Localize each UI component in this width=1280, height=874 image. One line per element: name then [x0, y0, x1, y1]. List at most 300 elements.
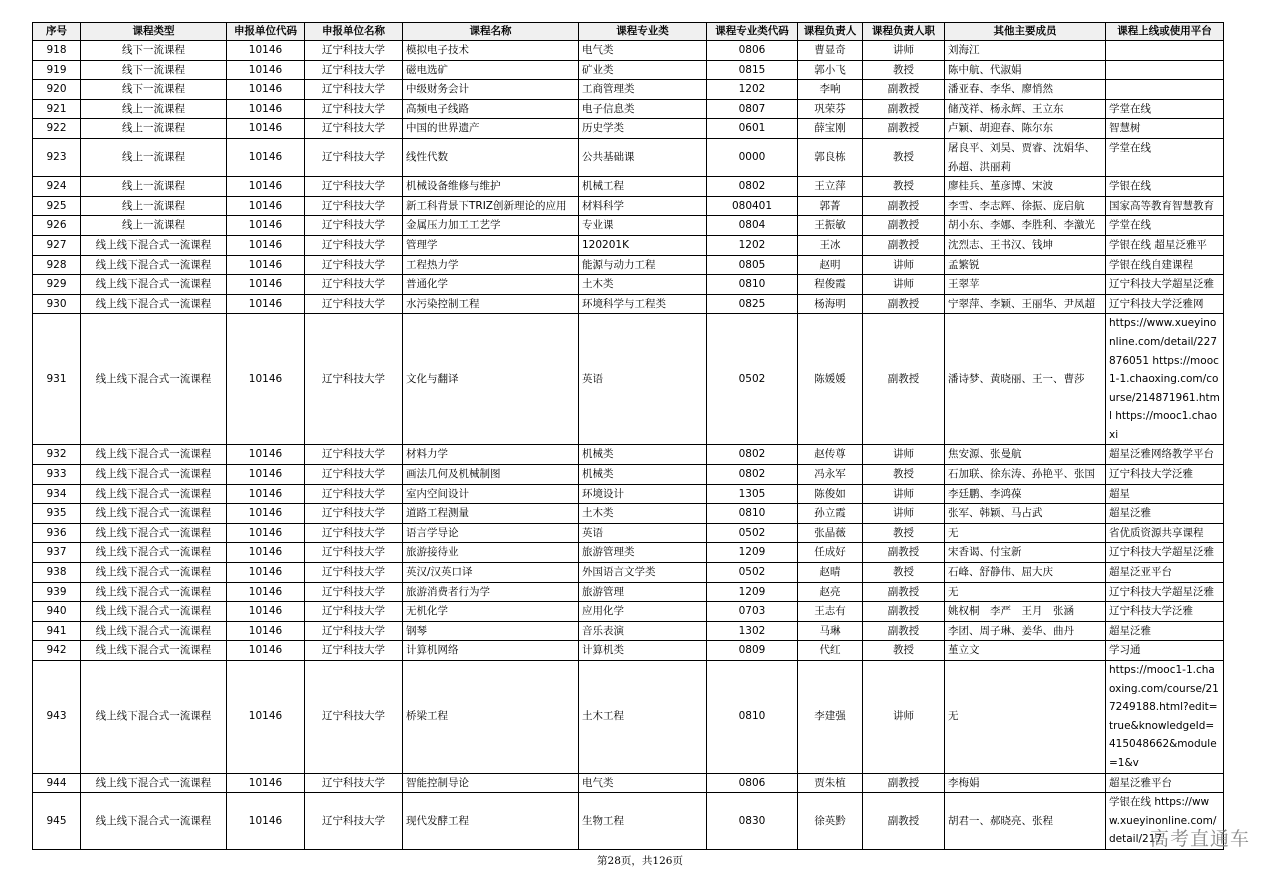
lead-title-cell: 副教授 — [863, 793, 945, 850]
course-lead-cell: 孙立霞 — [798, 504, 863, 524]
table-row — [33, 60, 1224, 80]
header-row — [33, 23, 1224, 41]
course-lead-cell: 郭良栋 — [798, 138, 863, 176]
course-name-cell: 材料力学 — [403, 445, 579, 465]
lead-title-cell: 讲师 — [863, 661, 945, 774]
unit-name-cell: 辽宁科技大学 — [305, 275, 403, 295]
row-number-cell: 940 — [33, 602, 81, 622]
major-code-cell: 0802 — [707, 465, 798, 485]
platform-cell — [1106, 41, 1224, 61]
header-cell: 课程负责人职 — [863, 23, 945, 41]
header-cell: 课程名称 — [403, 23, 579, 41]
table-row — [33, 563, 1224, 583]
unit-name-cell: 辽宁科技大学 — [305, 465, 403, 485]
unit-code-cell: 10146 — [227, 543, 305, 563]
platform-cell: 超星 — [1106, 484, 1224, 504]
table-row — [33, 216, 1224, 236]
course-type-cell: 线上一流课程 — [81, 119, 227, 139]
unit-code-cell: 10146 — [227, 60, 305, 80]
platform-cell: 学习通 — [1106, 641, 1224, 661]
major-category-cell: 英语 — [579, 314, 707, 445]
unit-code-cell: 10146 — [227, 793, 305, 850]
header-cell: 申报单位名称 — [305, 23, 403, 41]
platform-cell: 学银在线自建课程 — [1106, 255, 1224, 275]
course-lead-cell: 陈俊如 — [798, 484, 863, 504]
course-lead-cell: 曹显奇 — [798, 41, 863, 61]
other-members-cell: 石峰、舒静伟、屈大庆 — [945, 563, 1106, 583]
row-number-cell: 926 — [33, 216, 81, 236]
unit-code-cell: 10146 — [227, 41, 305, 61]
header-cell: 课程专业类 — [579, 23, 707, 41]
course-lead-cell: 徐英黔 — [798, 793, 863, 850]
course-type-cell: 线上一流课程 — [81, 177, 227, 197]
major-code-cell: 0815 — [707, 60, 798, 80]
lead-title-cell: 副教授 — [863, 80, 945, 100]
row-number-cell: 920 — [33, 80, 81, 100]
row-number-cell: 941 — [33, 621, 81, 641]
platform-cell: 超星泛雅 — [1106, 621, 1224, 641]
row-number-cell: 936 — [33, 523, 81, 543]
course-type-cell: 线上线下混合式一流课程 — [81, 523, 227, 543]
unit-code-cell: 10146 — [227, 523, 305, 543]
major-code-cell: 0830 — [707, 793, 798, 850]
unit-name-cell: 辽宁科技大学 — [305, 621, 403, 641]
table-row — [33, 235, 1224, 255]
major-category-cell: 能源与动力工程 — [579, 255, 707, 275]
course-name-cell: 机械设备维修与维护 — [403, 177, 579, 197]
course-type-cell: 线上线下混合式一流课程 — [81, 661, 227, 774]
course-name-cell: 室内空间设计 — [403, 484, 579, 504]
course-name-cell: 中级财务会计 — [403, 80, 579, 100]
lead-title-cell: 讲师 — [863, 41, 945, 61]
unit-name-cell: 辽宁科技大学 — [305, 60, 403, 80]
course-name-cell: 旅游消费者行为学 — [403, 582, 579, 602]
row-number-cell: 944 — [33, 773, 81, 793]
platform-cell — [1106, 80, 1224, 100]
unit-name-cell: 辽宁科技大学 — [305, 80, 403, 100]
lead-title-cell: 副教授 — [863, 314, 945, 445]
other-members-cell: 卢颖、胡迎春、陈尔东 — [945, 119, 1106, 139]
row-number-cell: 937 — [33, 543, 81, 563]
other-members-cell: 沈烈志、王书汉、钱坤 — [945, 235, 1106, 255]
other-members-cell: 石加联、徐东涛、孙艳平、张国 — [945, 465, 1106, 485]
header-cell: 课程类型 — [81, 23, 227, 41]
course-type-cell: 线上线下混合式一流课程 — [81, 543, 227, 563]
row-number-cell: 935 — [33, 504, 81, 524]
course-lead-cell: 赵明 — [798, 255, 863, 275]
other-members-cell: 王翠苹 — [945, 275, 1106, 295]
lead-title-cell: 讲师 — [863, 255, 945, 275]
other-members-cell: 廖桂兵、堇彦博、宋波 — [945, 177, 1106, 197]
major-code-cell: 0000 — [707, 138, 798, 176]
major-code-cell: 0810 — [707, 661, 798, 774]
major-category-cell: 环境科学与工程类 — [579, 294, 707, 314]
table-row — [33, 543, 1224, 563]
lead-title-cell: 副教授 — [863, 235, 945, 255]
lead-title-cell: 教授 — [863, 465, 945, 485]
unit-code-cell: 10146 — [227, 484, 305, 504]
course-type-cell: 线上线下混合式一流课程 — [81, 314, 227, 445]
unit-name-cell: 辽宁科技大学 — [305, 641, 403, 661]
course-type-cell: 线上线下混合式一流课程 — [81, 294, 227, 314]
major-category-cell: 外国语言文学类 — [579, 563, 707, 583]
other-members-cell: 李廷鹏、李鸿葆 — [945, 484, 1106, 504]
row-number-cell: 943 — [33, 661, 81, 774]
major-code-cell: 0805 — [707, 255, 798, 275]
other-members-cell: 潘亚春、李华、廖悄然 — [945, 80, 1106, 100]
other-members-cell: 无 — [945, 582, 1106, 602]
course-type-cell: 线上线下混合式一流课程 — [81, 793, 227, 850]
major-code-cell: 0502 — [707, 314, 798, 445]
course-name-cell: 计算机网络 — [403, 641, 579, 661]
course-type-cell: 线上一流课程 — [81, 138, 227, 176]
course-lead-cell: 任成好 — [798, 543, 863, 563]
course-type-cell: 线上一流课程 — [81, 196, 227, 216]
row-number-cell: 929 — [33, 275, 81, 295]
unit-name-cell: 辽宁科技大学 — [305, 41, 403, 61]
table-row — [33, 196, 1224, 216]
table-row — [33, 177, 1224, 197]
table-row — [33, 255, 1224, 275]
course-lead-cell: 杨海明 — [798, 294, 863, 314]
platform-cell: 超星泛雅平台 — [1106, 773, 1224, 793]
unit-code-cell: 10146 — [227, 582, 305, 602]
major-category-cell: 电气类 — [579, 41, 707, 61]
course-lead-cell: 巩荣芬 — [798, 99, 863, 119]
course-type-cell: 线下一流课程 — [81, 80, 227, 100]
table-row — [33, 523, 1224, 543]
major-category-cell: 材料科学 — [579, 196, 707, 216]
lead-title-cell: 讲师 — [863, 484, 945, 504]
table-row — [33, 99, 1224, 119]
unit-code-cell: 10146 — [227, 602, 305, 622]
course-type-cell: 线上线下混合式一流课程 — [81, 582, 227, 602]
course-type-cell: 线下一流课程 — [81, 60, 227, 80]
unit-code-cell: 10146 — [227, 255, 305, 275]
row-number-cell: 930 — [33, 294, 81, 314]
row-number-cell: 928 — [33, 255, 81, 275]
platform-cell: 辽宁科技大学泛雅网 — [1106, 294, 1224, 314]
unit-name-cell: 辽宁科技大学 — [305, 582, 403, 602]
unit-name-cell: 辽宁科技大学 — [305, 523, 403, 543]
course-name-cell: 桥梁工程 — [403, 661, 579, 774]
platform-cell: 超星泛亚平台 — [1106, 563, 1224, 583]
major-code-cell: 1202 — [707, 235, 798, 255]
unit-name-cell: 辽宁科技大学 — [305, 773, 403, 793]
unit-code-cell: 10146 — [227, 773, 305, 793]
table-row — [33, 661, 1224, 774]
header-cell: 序号 — [33, 23, 81, 41]
lead-title-cell: 教授 — [863, 641, 945, 661]
course-name-cell: 模拟电子技术 — [403, 41, 579, 61]
major-code-cell: 0825 — [707, 294, 798, 314]
unit-code-cell: 10146 — [227, 235, 305, 255]
platform-cell: 超星泛雅 — [1106, 504, 1224, 524]
platform-cell: 学堂在线 — [1106, 99, 1224, 119]
course-lead-cell: 李建强 — [798, 661, 863, 774]
course-name-cell: 普通化学 — [403, 275, 579, 295]
unit-name-cell: 辽宁科技大学 — [305, 484, 403, 504]
other-members-cell: 刘海江 — [945, 41, 1106, 61]
header-cell: 课程上线或使用平台 — [1106, 23, 1224, 41]
major-code-cell: 1209 — [707, 582, 798, 602]
course-name-cell: 高频电子线路 — [403, 99, 579, 119]
course-type-cell: 线上线下混合式一流课程 — [81, 255, 227, 275]
header-cell: 其他主要成员 — [945, 23, 1106, 41]
major-code-cell: 1305 — [707, 484, 798, 504]
row-number-cell: 922 — [33, 119, 81, 139]
major-category-cell: 英语 — [579, 523, 707, 543]
course-name-cell: 智能控制导论 — [403, 773, 579, 793]
unit-code-cell: 10146 — [227, 445, 305, 465]
other-members-cell: 姚权桐 李严 王月 张涵 — [945, 602, 1106, 622]
course-lead-cell: 王冰 — [798, 235, 863, 255]
unit-name-cell: 辽宁科技大学 — [305, 235, 403, 255]
row-number-cell: 942 — [33, 641, 81, 661]
course-name-cell: 中国的世界遗产 — [403, 119, 579, 139]
unit-name-cell: 辽宁科技大学 — [305, 543, 403, 563]
major-category-cell: 电气类 — [579, 773, 707, 793]
major-code-cell: 0502 — [707, 563, 798, 583]
row-number-cell: 933 — [33, 465, 81, 485]
header-cell: 课程专业类代码 — [707, 23, 798, 41]
platform-cell: 辽宁科技大学超星泛雅 — [1106, 275, 1224, 295]
unit-code-cell: 10146 — [227, 314, 305, 445]
unit-name-cell: 辽宁科技大学 — [305, 294, 403, 314]
course-type-cell: 线上线下混合式一流课程 — [81, 504, 227, 524]
unit-name-cell: 辽宁科技大学 — [305, 661, 403, 774]
major-category-cell: 机械工程 — [579, 177, 707, 197]
course-type-cell: 线上一流课程 — [81, 216, 227, 236]
table-row — [33, 602, 1224, 622]
unit-name-cell: 辽宁科技大学 — [305, 793, 403, 850]
unit-code-cell: 10146 — [227, 138, 305, 176]
platform-cell: 辽宁科技大学超星泛雅 — [1106, 543, 1224, 563]
unit-name-cell: 辽宁科技大学 — [305, 255, 403, 275]
other-members-cell: 屠良平、刘昊、贾睿、沈娟华、孙超、洪丽莉 — [945, 138, 1106, 176]
major-category-cell: 电子信息类 — [579, 99, 707, 119]
table-row — [33, 80, 1224, 100]
table-row — [33, 484, 1224, 504]
header-cell: 课程负责人 — [798, 23, 863, 41]
course-type-cell: 线上线下混合式一流课程 — [81, 563, 227, 583]
platform-cell: 学银在线 https://www.xueyinonline.com/detail/217 — [1106, 793, 1224, 850]
course-lead-cell: 李响 — [798, 80, 863, 100]
unit-code-cell: 10146 — [227, 294, 305, 314]
major-code-cell: 1209 — [707, 543, 798, 563]
major-code-cell: 0601 — [707, 119, 798, 139]
major-code-cell: 0502 — [707, 523, 798, 543]
unit-code-cell: 10146 — [227, 216, 305, 236]
course-name-cell: 现代发酵工程 — [403, 793, 579, 850]
course-type-cell: 线上线下混合式一流课程 — [81, 602, 227, 622]
lead-title-cell: 讲师 — [863, 275, 945, 295]
course-name-cell: 语言学导论 — [403, 523, 579, 543]
unit-code-cell: 10146 — [227, 80, 305, 100]
major-code-cell: 1302 — [707, 621, 798, 641]
unit-name-cell: 辽宁科技大学 — [305, 177, 403, 197]
major-code-cell: 0804 — [707, 216, 798, 236]
other-members-cell: 潘诗梦、黄晓丽、王一、曹莎 — [945, 314, 1106, 445]
table-body — [33, 41, 1224, 850]
course-name-cell: 管理学 — [403, 235, 579, 255]
major-code-cell: 0703 — [707, 602, 798, 622]
lead-title-cell: 教授 — [863, 523, 945, 543]
table-row — [33, 445, 1224, 465]
row-number-cell: 932 — [33, 445, 81, 465]
platform-cell: 辽宁科技大学泛雅 — [1106, 465, 1224, 485]
course-lead-cell: 赵晴 — [798, 563, 863, 583]
major-code-cell: 0810 — [707, 504, 798, 524]
table-row — [33, 641, 1224, 661]
other-members-cell: 宋香谒、付宝新 — [945, 543, 1106, 563]
row-number-cell: 921 — [33, 99, 81, 119]
platform-cell: 超星泛雅网络教学平台 — [1106, 445, 1224, 465]
table-row — [33, 793, 1224, 850]
unit-code-cell: 10146 — [227, 621, 305, 641]
major-category-cell: 土木类 — [579, 275, 707, 295]
unit-name-cell: 辽宁科技大学 — [305, 138, 403, 176]
course-name-cell: 金属压力加工工艺学 — [403, 216, 579, 236]
course-type-cell: 线上线下混合式一流课程 — [81, 275, 227, 295]
lead-title-cell: 副教授 — [863, 196, 945, 216]
major-category-cell: 专业课 — [579, 216, 707, 236]
course-lead-cell: 马琳 — [798, 621, 863, 641]
course-name-cell: 线性代数 — [403, 138, 579, 176]
other-members-cell: 陈中航、代淑娟 — [945, 60, 1106, 80]
other-members-cell: 无 — [945, 661, 1106, 774]
lead-title-cell: 副教授 — [863, 582, 945, 602]
lead-title-cell: 讲师 — [863, 445, 945, 465]
lead-title-cell: 副教授 — [863, 99, 945, 119]
unit-name-cell: 辽宁科技大学 — [305, 563, 403, 583]
unit-name-cell: 辽宁科技大学 — [305, 504, 403, 524]
other-members-cell: 李团、周子琳、姜华、曲丹 — [945, 621, 1106, 641]
lead-title-cell: 副教授 — [863, 773, 945, 793]
row-number-cell: 939 — [33, 582, 81, 602]
course-table — [32, 22, 1224, 850]
major-code-cell: 0809 — [707, 641, 798, 661]
course-lead-cell: 王立萍 — [798, 177, 863, 197]
other-members-cell: 孟繁锐 — [945, 255, 1106, 275]
major-category-cell: 机械类 — [579, 465, 707, 485]
course-lead-cell: 王志有 — [798, 602, 863, 622]
lead-title-cell: 副教授 — [863, 543, 945, 563]
course-lead-cell: 程俊霞 — [798, 275, 863, 295]
course-lead-cell: 贾朱植 — [798, 773, 863, 793]
other-members-cell: 胡君一、郝晓亮、张程 — [945, 793, 1106, 850]
row-number-cell: 924 — [33, 177, 81, 197]
row-number-cell: 945 — [33, 793, 81, 850]
table-row — [33, 582, 1224, 602]
platform-cell: 学银在线 — [1106, 177, 1224, 197]
course-type-cell: 线上线下混合式一流课程 — [81, 773, 227, 793]
major-code-cell: 1202 — [707, 80, 798, 100]
lead-title-cell: 副教授 — [863, 119, 945, 139]
course-lead-cell: 郭小飞 — [798, 60, 863, 80]
platform-cell: 学堂在线 — [1106, 216, 1224, 236]
course-name-cell: 新工科背景下TRIZ创新理论的应用 — [403, 196, 579, 216]
major-category-cell: 工商管理类 — [579, 80, 707, 100]
major-category-cell: 环境设计 — [579, 484, 707, 504]
major-code-cell: 0802 — [707, 445, 798, 465]
course-lead-cell: 赵亮 — [798, 582, 863, 602]
unit-code-cell: 10146 — [227, 563, 305, 583]
unit-code-cell: 10146 — [227, 119, 305, 139]
other-members-cell: 焦安源、张曼航 — [945, 445, 1106, 465]
table-row — [33, 621, 1224, 641]
course-name-cell: 画法几何及机械制图 — [403, 465, 579, 485]
major-category-cell: 应用化学 — [579, 602, 707, 622]
table-row — [33, 314, 1224, 445]
course-lead-cell: 冯永军 — [798, 465, 863, 485]
platform-cell: 辽宁科技大学泛雅 — [1106, 602, 1224, 622]
major-code-cell: 0806 — [707, 41, 798, 61]
platform-cell: https://mooc1-1.chaoxing.com/course/217249188.html?edit=true&knowledgeId=415048662&module=1&v — [1106, 661, 1224, 774]
row-number-cell: 923 — [33, 138, 81, 176]
row-number-cell: 918 — [33, 41, 81, 61]
table-row — [33, 504, 1224, 524]
course-lead-cell: 郭菁 — [798, 196, 863, 216]
lead-title-cell: 教授 — [863, 138, 945, 176]
course-name-cell: 旅游接待业 — [403, 543, 579, 563]
major-category-cell: 音乐表演 — [579, 621, 707, 641]
major-category-cell: 土木类 — [579, 504, 707, 524]
table-row — [33, 119, 1224, 139]
course-name-cell: 钢琴 — [403, 621, 579, 641]
unit-name-cell: 辽宁科技大学 — [305, 119, 403, 139]
table-row — [33, 773, 1224, 793]
lead-title-cell: 教授 — [863, 177, 945, 197]
other-members-cell: 张军、韩颖、马占武 — [945, 504, 1106, 524]
other-members-cell: 堇立文 — [945, 641, 1106, 661]
row-number-cell: 919 — [33, 60, 81, 80]
course-type-cell: 线上线下混合式一流课程 — [81, 641, 227, 661]
unit-name-cell: 辽宁科技大学 — [305, 99, 403, 119]
watermark: 高考直通车 — [1149, 828, 1250, 850]
course-type-cell: 线上线下混合式一流课程 — [81, 465, 227, 485]
major-category-cell: 120201K — [579, 235, 707, 255]
row-number-cell: 927 — [33, 235, 81, 255]
lead-title-cell: 副教授 — [863, 216, 945, 236]
major-category-cell: 旅游管理类 — [579, 543, 707, 563]
unit-code-cell: 10146 — [227, 99, 305, 119]
unit-code-cell: 10146 — [227, 275, 305, 295]
row-number-cell: 938 — [33, 563, 81, 583]
other-members-cell: 宁翠萍、李颖、王丽华、尹凤超 — [945, 294, 1106, 314]
course-type-cell: 线上线下混合式一流课程 — [81, 445, 227, 465]
major-code-cell: 0807 — [707, 99, 798, 119]
other-members-cell: 胡小东、李娜、李胜利、李激光 — [945, 216, 1106, 236]
platform-cell — [1106, 60, 1224, 80]
header-cell: 申报单位代码 — [227, 23, 305, 41]
unit-name-cell: 辽宁科技大学 — [305, 314, 403, 445]
course-name-cell: 文化与翻译 — [403, 314, 579, 445]
course-lead-cell: 陈媛媛 — [798, 314, 863, 445]
course-lead-cell: 赵传尊 — [798, 445, 863, 465]
major-category-cell: 矿业类 — [579, 60, 707, 80]
major-category-cell: 历史学类 — [579, 119, 707, 139]
platform-cell: 国家高等教育智慧教育 — [1106, 196, 1224, 216]
course-name-cell: 水污染控制工程 — [403, 294, 579, 314]
unit-name-cell: 辽宁科技大学 — [305, 602, 403, 622]
major-category-cell: 机械类 — [579, 445, 707, 465]
unit-name-cell: 辽宁科技大学 — [305, 196, 403, 216]
course-name-cell: 工程热力学 — [403, 255, 579, 275]
course-lead-cell: 王振敏 — [798, 216, 863, 236]
unit-code-cell: 10146 — [227, 641, 305, 661]
course-type-cell: 线下一流课程 — [81, 41, 227, 61]
